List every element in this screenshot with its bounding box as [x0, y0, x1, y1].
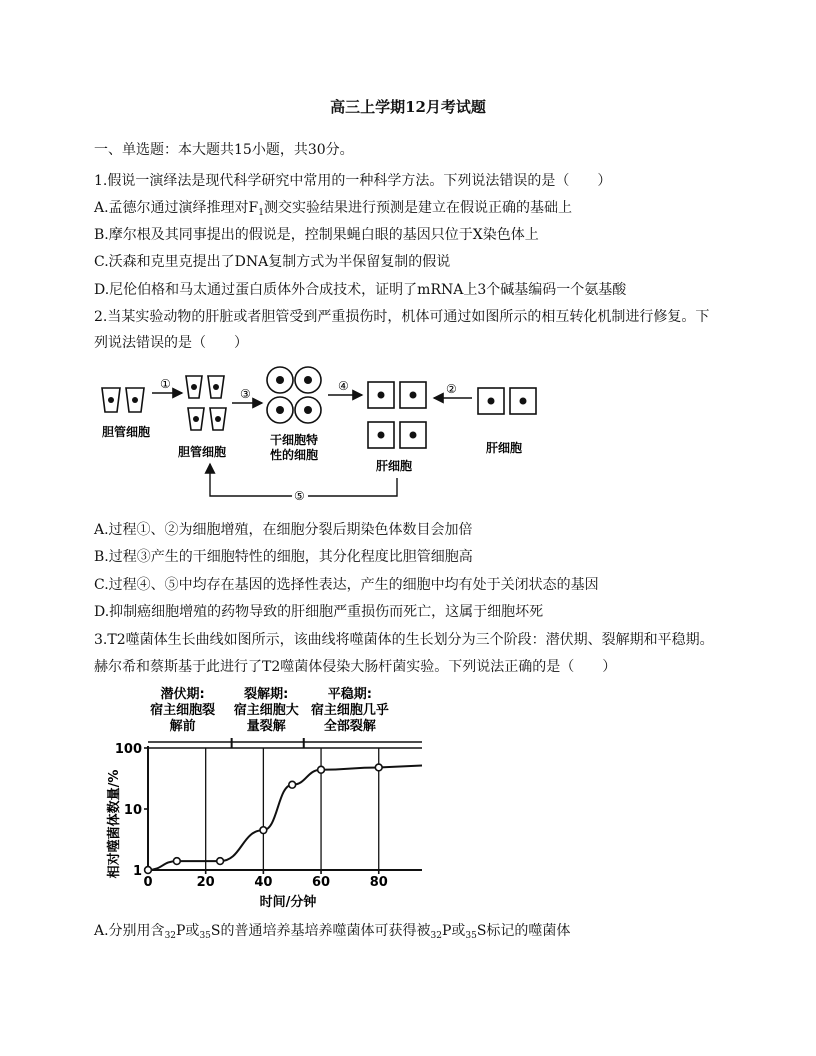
- step-2-label: ②: [446, 382, 457, 396]
- section-header: 一、单选题：本大题共15小题，共30分。: [94, 142, 354, 158]
- x-tick-label-1: 20: [196, 875, 215, 890]
- q2-stem-line2: 列说法错误的是（ ）: [94, 335, 248, 351]
- phase-2-line3: 量裂解: [246, 719, 286, 734]
- growth-curve-line: [148, 765, 422, 870]
- step-4-label: ④: [338, 379, 349, 393]
- q1-stem: 1.假说一演绎法是现代科学研究中常用的一种科学方法。下列说法错误的是（ ）: [94, 173, 612, 189]
- data-point-6: [375, 764, 382, 771]
- data-point-3: [260, 827, 267, 834]
- data-point-5: [318, 766, 325, 773]
- label-hepatocyte-2: 肝细胞: [486, 441, 523, 455]
- x-tick-label-2: 40: [254, 875, 273, 890]
- phase-1-line1: 潜伏期:: [160, 687, 205, 702]
- step-5-label: ⑤: [294, 489, 305, 503]
- stem-like-cell-group: [267, 367, 321, 423]
- x-tick-label-3: 60: [312, 875, 331, 890]
- x-tick-label-4: 80: [369, 875, 388, 890]
- label-stem-cell-line2: 性的细胞: [270, 448, 319, 462]
- data-point-1: [173, 858, 180, 865]
- q3-stem-line2: 赫尔希和蔡斯基于此进行了T2噬菌体侵染大肠杆菌实验。下列说法正确的是（ ）: [94, 659, 617, 675]
- q2-option-b: B.过程③产生的干细胞特性的细胞，其分化程度比胆管细胞高: [94, 549, 473, 565]
- q1-option-b: B.摩尔根及其同事提出的假说是，控制果蝇白眼的基因只位于X染色体上: [94, 227, 539, 243]
- label-hepatocyte-1: 肝细胞: [376, 459, 413, 473]
- bile-duct-cell-group-2: [186, 376, 226, 430]
- label-bile-duct-cell-1: 胆管细胞: [102, 425, 151, 439]
- y-tick-label-0: 1: [132, 864, 142, 879]
- data-point-2: [217, 858, 224, 865]
- bile-duct-cell-group-1: [102, 388, 144, 412]
- x-axis-label: 时间/分钟: [259, 895, 317, 910]
- x-tick-label-0: 0: [143, 875, 153, 890]
- phase-labels: [150, 686, 389, 734]
- phage-growth-chart: [96, 684, 428, 910]
- cell-conversion-diagram: [94, 360, 554, 512]
- q2-option-d: D.抑制癌细胞增殖的药物导致的肝细胞严重损伤而死亡，这属于细胞坏死: [94, 604, 544, 620]
- data-point-0: [145, 867, 152, 874]
- q3-stem-line1: 3.T2噬菌体生长曲线如图所示，该曲线将噬菌体的生长划分为三个阶段：潜伏期、裂解期和平稳期。: [94, 632, 714, 648]
- q2-option-a: A.过程①、②为细胞增殖，在细胞分裂后期染色体数目会加倍: [94, 522, 473, 538]
- q1-option-d: D.尼伦伯格和马太通过蛋白质体外合成技术，证明了mRNA上3个碱基编码一个氨基酸: [94, 282, 627, 298]
- label-stem-cell-line1: 干细胞特: [270, 433, 319, 447]
- step-3-label: ③: [240, 387, 251, 401]
- step-1-label: ①: [160, 377, 171, 391]
- q3-option-a: A.分别用含$_{32}$P或$_{35}$S的普通培养基培养噬菌体可获得被$_{32}$P或$_{35}$S标记的噬菌体: [94, 923, 571, 941]
- phase-3-line2: 宿主细胞几乎: [310, 703, 389, 718]
- y-tick-label-2: 100: [114, 742, 142, 757]
- y-tick-label-1: 10: [123, 803, 142, 818]
- phase-2-line2: 宿主细胞大: [233, 703, 299, 718]
- y-axis-label: 相对噬菌体数量/%: [107, 769, 122, 879]
- phase-1-line3: 解前: [169, 719, 196, 734]
- page-title: 高三上学期12月考试题: [330, 98, 486, 116]
- growth-curve: [145, 764, 422, 873]
- phase-3-line1: 平稳期:: [327, 687, 372, 702]
- q2-option-c: C.过程④、⑤中均存在基因的选择性表达，产生的细胞中均有处于关闭状态的基因: [94, 577, 599, 593]
- hepatocyte-group-1: [368, 382, 426, 448]
- q1-option-a: A.孟德尔通过演绎推理对$F_1$测交实验结果进行预测是建立在假说正确的基础上: [94, 200, 573, 218]
- hepatocyte-group-2: [478, 388, 536, 414]
- phase-2-line1: 裂解期:: [244, 687, 289, 702]
- q1-option-c: C.沃森和克里克提出了DNA复制方式为半保留复制的假说: [94, 254, 451, 270]
- q2-stem-line1: 2.当某实验动物的肝脏或者胆管受到严重损伤时，机体可通过如图所示的相互转化机制进行修复。下: [94, 309, 710, 325]
- label-bile-duct-cell-2: 胆管细胞: [178, 445, 227, 459]
- phase-3-line3: 全部裂解: [323, 719, 376, 734]
- phase-1-line2: 宿主细胞裂: [150, 703, 216, 718]
- data-point-4: [289, 781, 296, 788]
